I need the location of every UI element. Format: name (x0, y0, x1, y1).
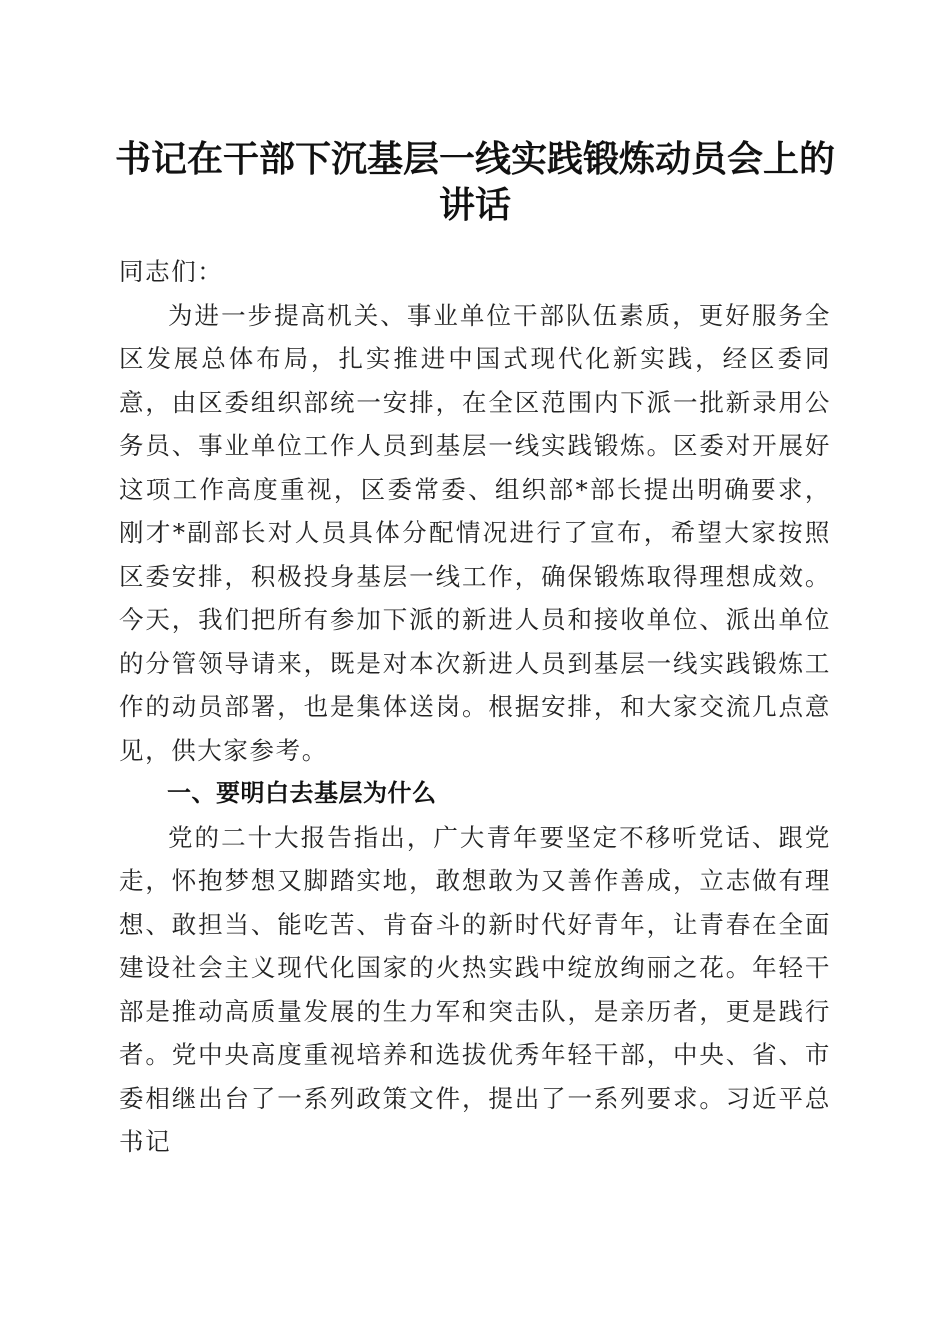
document-body (119, 250, 831, 1164)
salutation: 同志们： (119, 257, 224, 286)
paragraph-section-one: 党的二十大报告指出，广大青年要坚定不移听党话、跟党走，怀抱梦想又脚踏实地，敢想敢为又善作善成，立志做有理想、敢担当、能吃苦、肯奋斗的新时代好青年，让青春在全面建设社会主义现代化国家的火热实践中绽放绚丽之花。年轻干部是推动高质量发展的生力军和突击队，是亲历者，更是践行者。党中央高度重视培养和选拔优秀年轻干部，中央、省、市委相继出台了一系列政策文件，提出了一系列要求。习近平总书记 (119, 822, 831, 1156)
document-title: 书记在干部下沉基层一线实践锻炼动员会上的讲话 (114, 138, 835, 226)
section-heading: 一、要明白去基层为什么 (167, 779, 437, 807)
paragraph-intro: 为进一步提高机关、事业单位干部队伍素质，更好服务全区发展总体布局，扎实推进中国式现代化新实践，经区委同意，由区委组织部统一安排，在全区范围内下派一批新录用公务员、事业单位工作人员到基层一线实践锻炼。区委对开展好这项工作高度重视，区委常委、组织部*部长提出明确要求，刚才*副部长对人员具体分配情况进行了宣布，希望大家按照区委安排，积极投身基层一线工作，确保锻炼取得理想成效。今天，我们把所有参加下派的新进人员和接收单位、派出单位的分管领导请来，既是对本次新进人员到基层一线实践锻炼工作的动员部署，也是集体送岗。根据安排，和大家交流几点意见，供大家参考。 (119, 300, 831, 765)
